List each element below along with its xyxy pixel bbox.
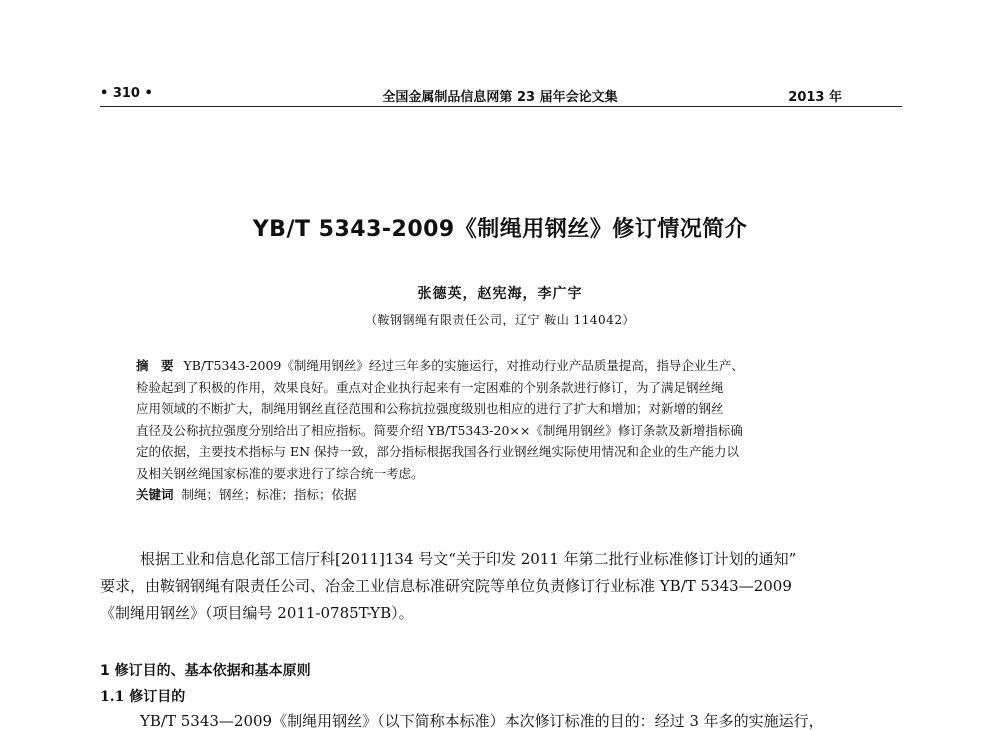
abstract-line: 摘 要 YB/T5343-2009《制绳用钢丝》经过三年多的实施运行，对推动行业产品质量提高，指导企业生产、	[136, 358, 744, 373]
body-line: 根据工业和信息化部工信厅科[2011]134 号文“关于印发 2011 年第二批行业标准修订计划的通知”	[140, 550, 797, 568]
abstract-label: 摘 要	[136, 358, 174, 373]
abstract-line: 检验起到了积极的作用，效果良好。重点对企业执行起来有一定困难的个别条款进行修订，为了满足钢丝绳	[136, 379, 724, 395]
keywords-label: 关键词	[136, 487, 174, 502]
abstract-line: 定的依据，主要技术指标与 EN 保持一致，部分指标根据我国各行业钢丝绳实际使用情况和企业的生产能力以	[136, 444, 740, 459]
body-line-cut: YB/T 5343—2009《制绳用钢丝》（以下简称本标准）本次修订标准的目的：经过 3 年多的实施运行，	[140, 712, 824, 730]
author-list: 张德英，赵宪海，李广宇	[417, 286, 583, 302]
intro-paragraph	[100, 546, 900, 627]
abstract-line: 直径及公称抗拉强度分别给出了相应指标。简要介绍 YB/T5343-20××《制绳用钢丝》修订条款及新增指标确	[136, 422, 743, 438]
publication-year: 2013 年	[788, 90, 842, 105]
keywords-text: 制绳；钢丝；标准；指标；依据	[181, 487, 357, 502]
author-affiliation: （鞍钢钢绳有限责任公司，辽宁 鞍山 114042）	[365, 313, 635, 327]
page-header	[100, 86, 900, 106]
keywords-line	[136, 484, 876, 506]
page-number: • 310 •	[100, 86, 153, 101]
abstract-line: 应用领域的不断扩大，制绳用钢丝直径范围和公称抗拉强度级别也相应的进行了扩大和增加；对新增的钢丝	[136, 401, 724, 416]
abstract-block	[136, 355, 876, 506]
body-line: 《制绳用钢丝》（项目编号 2011-0785T-YB）。	[100, 604, 414, 622]
subsection-heading: 1.1 修订目的	[100, 689, 186, 705]
section-heading: 1 修订目的、基本依据和基本原则	[100, 663, 311, 679]
paper-title: YB/T 5343-2009《制绳用钢丝》修订情况简介	[252, 217, 748, 242]
abstract-line: 及相关钢丝绳国家标准的要求进行了综合统一考虑。	[136, 465, 424, 481]
header-rule	[100, 106, 902, 107]
journal-title: 全国金属制品信息网第 23 届年会论文集	[382, 90, 618, 105]
body-line: 要求，由鞍钢钢绳有限责任公司、冶金工业信息标准研究院等单位负责修订行业标准 YB/T 5343—2009	[100, 577, 792, 595]
